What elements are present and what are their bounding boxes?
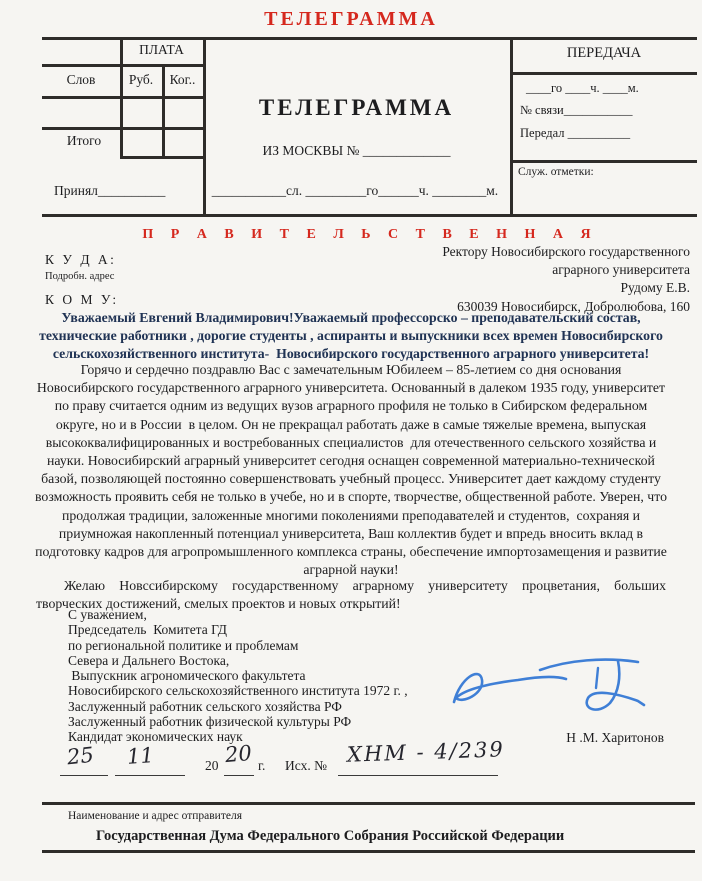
- rule: [511, 160, 697, 163]
- body-line: возможность проявить себя не только в учебе, но и в спорте, творчестве, общественной работе. Уверен, что: [35, 489, 667, 505]
- rule: [42, 64, 203, 67]
- rule: [42, 96, 203, 99]
- service-count-line: ___________сл. _________го______ч. ________м.: [211, 183, 499, 198]
- plata-header: ПЛАТА: [139, 42, 184, 57]
- recipient-line: аграрного университета: [552, 262, 690, 278]
- rule: [42, 850, 695, 853]
- blank-underline: [60, 774, 108, 776]
- rule: [42, 127, 203, 130]
- document-title: ТЕЛЕГРАММА: [264, 8, 438, 30]
- blank-underline: [224, 774, 254, 776]
- body-line: приумножая накопленный потенциал университета, Ваш коллектив будет и впредь вносить вклад в: [58, 525, 644, 541]
- body-line: Горячо и сердечно поздравлю Вас с замечательным Юбилеем – 85-летием со дня основания: [80, 362, 622, 377]
- blank-underline: [115, 774, 185, 776]
- telegram-form-header: [42, 37, 697, 217]
- recipient-line: 630039 Новосибирск, Добролюбова, 160: [457, 298, 690, 314]
- signer-name: Н .М. Харитонов: [566, 730, 664, 745]
- signature-line: Председатель Комитета ГД: [68, 622, 227, 638]
- from-moscow-line: ИЗ МОСКВЫ № _____________: [262, 143, 451, 158]
- peredacha-transmitted-by: Передал __________: [520, 126, 631, 140]
- kuda-label: К У Д А:: [45, 252, 117, 267]
- rule: [511, 214, 697, 217]
- handwritten-day: 25: [65, 742, 95, 770]
- sender-label: Наименование и адрес отправителя: [68, 810, 242, 822]
- wish-line: творческих достижений, смелых проектов и новых открытий!: [36, 596, 401, 612]
- body-line: базой, позволяющей постоянно совершенствовать учебный процесс. Университет дает каждому студенту: [41, 471, 661, 487]
- body-line: округе, но и в России в целом. Он не прекращал работать даже в самые тяжелые времена, выпуская: [55, 416, 647, 432]
- handwritten-month: 11: [126, 743, 155, 769]
- body-line: подготовку кадров для агропромышленного комплекса страны, обеспечение импортозамещения и развитие: [35, 544, 667, 560]
- signature-line: Новосибирского сельскохозяйственного института 1972 г. ,: [68, 683, 408, 699]
- signature-line: Заслуженный работник сельского хозяйства РФ: [68, 698, 342, 714]
- ref-label: Исх. №: [285, 758, 327, 773]
- classification-label: П Р А В И Т Е Л Ь С Т В Е Н Н А Я: [142, 227, 598, 242]
- recipient-line: Ректору Новосибирского государственного: [442, 244, 690, 259]
- komu-label: К О М У:: [45, 292, 119, 307]
- signature-line: Севера и Дальнего Востока,: [68, 652, 230, 668]
- body-line: продолжая традиции, заложенные многими поколениями преподавателей и студентов, сохраняя и: [61, 507, 641, 523]
- rule: [42, 214, 512, 217]
- sender-name: Государственная Дума Федерального Собрания Российской Федерации: [96, 828, 565, 844]
- signature-line: Выпускник агрономического факультета: [68, 668, 306, 684]
- form-title: ТЕЛЕГРАММА: [258, 95, 455, 120]
- salutation-line: Уважаемый Евгений Владимирович!Уважаемый профессорско – преподавательский состав,: [61, 310, 641, 325]
- kuda-sublabel: Подробн. адрес: [45, 271, 115, 282]
- plata-rub-label: Руб.: [128, 72, 154, 87]
- handwritten-year: 20: [224, 740, 253, 768]
- handwritten-ref-number: ХНМ - 4/239: [346, 737, 506, 767]
- rule: [42, 802, 695, 805]
- signature-line: по региональной политике и проблемам: [68, 637, 299, 653]
- salutation-line: сельскохозяйственного института- Новосибирского государственного аграрного университета!: [52, 346, 650, 361]
- body-line: науки. Новосибирский аграрный университет сегодня оснащен современной материально-технической: [47, 453, 655, 469]
- wish-line: Желаю Новссибирскому государственному аграрному университету процветания, больших: [64, 578, 666, 593]
- signature-block: [68, 607, 408, 745]
- salutation-line: технические работники , дорогие студенты , аспиранты и выпускники всех времен Новосибирского: [39, 328, 663, 343]
- peredacha-header: ПЕРЕДАЧА: [566, 45, 642, 61]
- year-suffix: г.: [258, 758, 266, 773]
- plata-kop-label: Ког..: [169, 72, 196, 87]
- rule: [511, 72, 697, 75]
- service-marks-label: Служ. отметки:: [518, 166, 594, 178]
- handwritten-signature: [438, 648, 668, 726]
- salutation: [31, 309, 671, 363]
- year-prefix: 20: [205, 758, 219, 773]
- blank-underline: [338, 774, 498, 776]
- signature-line: С уважением,: [68, 607, 147, 622]
- rule: [511, 37, 697, 40]
- peredacha-link-number: № связи___________: [520, 103, 633, 117]
- peredacha-time-line: ____го ____ч. ____м.: [526, 81, 639, 95]
- plata-words-label: Слов: [66, 72, 96, 87]
- recipient-line: Рудому Е.В.: [620, 280, 690, 296]
- body-line: Новосибирского государственного аграрного университета. Основанный в далеком 1935 году, университет: [36, 380, 666, 396]
- plata-total-label: Итого: [66, 133, 102, 148]
- accepted-by-line: Принял__________: [54, 183, 166, 198]
- signature-line: Заслуженный работник физической культуры РФ: [68, 714, 352, 730]
- body-line: по праву считается одним из ведущих вузов аграрного профиля не только в Сибирском федеральном: [54, 398, 648, 414]
- body-line: высококвалифицированных и востребованных специалистов для отечественного сельского хозяйства и: [45, 434, 657, 450]
- recipient-address: [270, 243, 690, 316]
- body-line: аграрной науки!: [303, 562, 399, 578]
- rule: [120, 156, 203, 159]
- message-body: [31, 361, 671, 579]
- rule: [42, 37, 512, 40]
- signature-line: Кандидат экономических наук: [68, 729, 243, 745]
